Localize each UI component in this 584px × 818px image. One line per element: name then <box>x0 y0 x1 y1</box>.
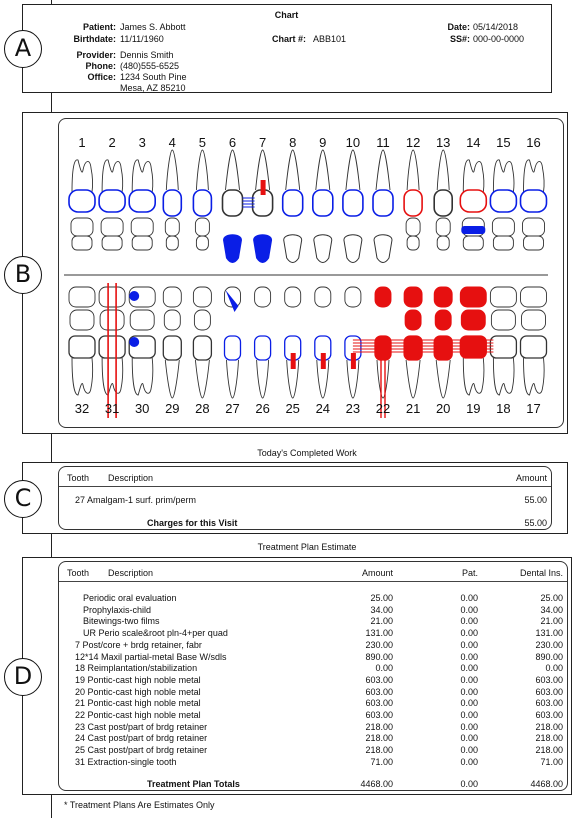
plan-row-insurance: 34.00 <box>540 604 563 615</box>
section-label-d: D <box>4 658 42 696</box>
tooth-root-lower <box>257 360 269 398</box>
chart-title: Chart <box>274 10 299 20</box>
tooth-incisal-upper <box>344 235 362 263</box>
completed-row-amount: 55.00 <box>524 495 547 505</box>
tooth-occlusal-lower <box>130 310 154 330</box>
section-label-b: B <box>4 256 42 294</box>
tooth-root-lower <box>406 360 420 398</box>
tooth-number-upper: 11 <box>376 135 390 150</box>
plan-row-description: 12*14 Maxil partial-metal Base W/sdls <box>75 651 227 662</box>
plan-row-insurance: 230.00 <box>535 639 563 650</box>
tooth-root-lower <box>165 360 179 398</box>
plan-row-insurance: 131.00 <box>535 628 563 639</box>
tooth-incisal-upper <box>314 235 332 263</box>
plan-row-patient: 0.00 <box>460 674 478 685</box>
tooth-number-lower: 25 <box>285 401 300 416</box>
tooth-root-upper <box>166 150 178 190</box>
plan-row-description: 18 Reimplantation/stabilization <box>75 663 198 674</box>
tooth-occlusal-lower <box>434 287 452 307</box>
tooth-number-upper: 1 <box>78 135 86 150</box>
plan-col-amount: Amount <box>361 568 393 578</box>
tooth-number-lower: 22 <box>375 401 391 416</box>
tooth-crown-upper <box>223 190 243 216</box>
tooth-crown-lower <box>521 336 547 358</box>
plan-row-insurance: 890.00 <box>535 651 563 662</box>
plan-row-amount: 21.00 <box>370 616 393 627</box>
completed-header-rule <box>59 486 551 487</box>
plan-row-patient: 0.00 <box>460 733 478 744</box>
plan-col-insurance: Dental Ins. <box>519 568 563 578</box>
completed-row-description: 27 Amalgam-1 surf. prim/perm <box>75 495 197 505</box>
tooth-incisal-upper <box>254 235 272 263</box>
plan-row-amount: 71.00 <box>370 756 393 767</box>
plan-total-insurance: 4468.00 <box>530 779 563 789</box>
plan-row-description: 7 Post/core + brdg retainer, fabr <box>75 639 202 650</box>
tooth-occlusal-lower <box>435 310 451 330</box>
tooth-number-upper: 13 <box>435 135 451 150</box>
tooth-root-lower <box>195 360 209 398</box>
plan-totals-label: Treatment Plan Totals <box>147 779 240 789</box>
tooth-crown-upper <box>373 190 393 216</box>
plan-row-description: 21 Pontic-cast high noble metal <box>75 698 201 709</box>
plan-total-patient: 0.00 <box>460 779 478 789</box>
tooth-root-upper <box>376 150 390 190</box>
tooth-crown-lower <box>460 336 486 358</box>
plan-footnote: * Treatment Plans Are Estimates Only <box>64 800 215 810</box>
plan-row-insurance: 218.00 <box>535 733 563 744</box>
completed-work-box <box>22 462 568 534</box>
tooth-crown-upper <box>69 190 95 212</box>
tooth-number-upper: 12 <box>405 135 421 150</box>
chart-number-label: Chart #: <box>272 34 307 44</box>
tooth-number-upper: 9 <box>319 135 327 150</box>
cast-post-marker <box>291 353 296 369</box>
plan-row-amount: 131.00 <box>365 628 393 639</box>
tooth-number-upper: 10 <box>345 135 361 150</box>
plan-row-insurance: 603.00 <box>535 710 563 720</box>
plan-row-amount: 218.00 <box>365 721 393 732</box>
patient-name: James S. Abbott <box>120 22 186 32</box>
completed-col-description: Description <box>108 473 154 483</box>
tooth-occlusal-upper <box>492 218 514 236</box>
tooth-number-upper: 15 <box>496 135 511 150</box>
plan-col-description: Description <box>108 568 154 578</box>
provider-label: Provider: <box>76 50 116 60</box>
tooth-occlusal-upper <box>101 218 123 236</box>
tooth-root-lower <box>463 358 484 395</box>
tooth-root-lower <box>132 358 153 395</box>
tooth-occlusal-lower <box>375 287 391 307</box>
tooth-occlusal-lower <box>461 310 485 330</box>
tooth-occlusal-upper <box>71 218 93 236</box>
tooth-number-lower: 28 <box>195 401 210 416</box>
tooth-number-upper: 3 <box>138 135 146 150</box>
post-core-marker <box>261 180 266 195</box>
tooth-occlusal-lower <box>315 287 331 307</box>
tooth-occlusal-lower <box>194 310 210 330</box>
plan-row-insurance: 218.00 <box>535 721 563 732</box>
plan-row-description: 25 Cast post/part of brdg retainer <box>75 745 208 756</box>
tooth-root-lower <box>524 358 545 395</box>
date-label: Date: <box>447 22 470 32</box>
tooth-crown-lower <box>99 336 125 358</box>
tooth-incisal-upper <box>374 235 392 263</box>
plan-row-insurance: 71.00 <box>540 756 563 767</box>
phone-value: (480)555-6525 <box>120 61 180 71</box>
tooth-crown-upper <box>193 190 211 216</box>
treatment-plan-heading: Treatment Plan Estimate <box>257 542 357 552</box>
tooth-occlusal-lower <box>69 287 95 307</box>
plan-row-patient: 0.00 <box>460 593 478 603</box>
completed-work-heading: Today's Completed Work <box>257 448 357 458</box>
tooth-crown-lower <box>490 336 516 358</box>
tooth-number-lower: 24 <box>315 401 331 416</box>
plan-row-amount: 603.00 <box>365 674 393 685</box>
plan-row-description: UR Perio scale&root pln-4+per quad <box>83 628 228 639</box>
tooth-occlusal-lower <box>164 310 180 330</box>
tooth-number-lower: 20 <box>435 401 451 416</box>
plan-header-rule <box>59 581 567 582</box>
plan-row-description: Periodic oral evaluation <box>83 593 177 603</box>
tooth-occlusal-upper <box>102 236 122 250</box>
tooth-occlusal-lower <box>404 287 422 307</box>
tooth-root-lower <box>102 358 123 395</box>
tooth-number-lower: 26 <box>255 401 270 416</box>
tooth-root-upper <box>437 150 449 190</box>
patient-label: Patient: <box>82 22 116 32</box>
section-label-a: A <box>4 30 42 68</box>
tooth-occlusal-lower <box>163 287 181 307</box>
tooth-root-upper <box>286 150 300 190</box>
plan-row-description: 19 Pontic-cast high noble metal <box>75 674 201 685</box>
tooth-occlusal-lower <box>99 287 125 307</box>
tooth-root-upper <box>493 160 514 192</box>
plan-row-amount: 603.00 <box>365 710 393 720</box>
tooth-occlusal-lower <box>522 310 546 330</box>
tooth-root-upper <box>132 160 153 192</box>
tooth-crown-upper <box>404 190 422 216</box>
tooth-crown-upper <box>283 190 303 216</box>
tooth-occlusal-upper <box>195 218 209 236</box>
office-label: Office: <box>87 72 116 82</box>
plan-row-patient: 0.00 <box>460 721 478 732</box>
birthdate-value: 11/11/1960 <box>120 34 164 44</box>
tooth-number-lower: 31 <box>104 401 120 416</box>
tooth-occlusal-upper <box>437 236 449 250</box>
chart-number-value: ABB101 <box>313 34 347 44</box>
plan-row-patient: 0.00 <box>460 651 478 662</box>
plan-row-patient: 0.00 <box>460 616 478 627</box>
tooth-crown-lower <box>225 336 241 360</box>
tooth-root-upper <box>346 150 360 190</box>
tooth-occlusal-lower <box>490 287 516 307</box>
plan-row-amount: 603.00 <box>365 698 393 709</box>
tooth-root-upper <box>72 160 93 192</box>
tooth-occlusal-upper <box>196 236 208 250</box>
office-address-line2: Mesa, AZ 85210 <box>120 83 186 93</box>
plan-row-amount: 0.00 <box>375 663 393 674</box>
plan-row-patient: 0.00 <box>460 663 478 674</box>
plan-row-description: 24 Cast post/part of brdg retainer <box>75 733 208 744</box>
tooth-crown-lower <box>69 336 95 358</box>
plan-row-insurance: 25.00 <box>540 593 563 603</box>
tooth-number-lower: 23 <box>345 401 361 416</box>
tooth-crown-lower <box>193 336 211 360</box>
tooth-root-lower <box>493 358 514 395</box>
tooth-occlusal-upper <box>436 218 450 236</box>
tooth-occlusal-lower <box>255 287 271 307</box>
tooth-number-lower: 30 <box>134 401 150 416</box>
tooth-occlusal-lower <box>521 287 547 307</box>
tooth-number-lower: 27 <box>225 401 240 416</box>
tooth-occlusal-upper <box>463 236 483 250</box>
tooth-root-upper <box>463 160 484 192</box>
tooth-crown-upper <box>434 190 452 216</box>
tooth-crown-upper <box>343 190 363 216</box>
tooth-number-upper: 7 <box>258 135 267 150</box>
tooth-number-upper: 14 <box>466 135 481 150</box>
tooth-incisal-upper <box>284 235 302 263</box>
tooth-occlusal-upper <box>524 236 544 250</box>
tooth-incisal-upper <box>224 235 242 263</box>
plan-row-amount: 890.00 <box>365 651 393 662</box>
tooth-crown-upper <box>99 190 125 212</box>
visit-charges-total: 55.00 <box>524 518 547 528</box>
treatment-plan-box <box>22 557 572 795</box>
plan-total-amount: 4468.00 <box>360 779 393 789</box>
tooth-number-upper: 4 <box>168 135 176 150</box>
tooth-number-lower: 18 <box>496 401 511 416</box>
tooth-number-lower: 32 <box>74 401 90 416</box>
plan-row-description: Bitewings-two films <box>83 616 160 627</box>
tooth-root-upper <box>524 160 545 192</box>
tooth-occlusal-lower <box>491 310 515 330</box>
plan-row-amount: 218.00 <box>365 745 393 756</box>
plan-row-patient: 0.00 <box>460 686 478 697</box>
completed-col-tooth: Tooth <box>67 473 90 483</box>
tooth-root-upper <box>407 150 419 190</box>
tooth-number-upper: 6 <box>228 135 237 150</box>
plan-row-description: Prophylaxis-child <box>83 604 152 615</box>
cast-post-marker <box>321 353 326 369</box>
tooth-number-lower: 21 <box>405 401 421 416</box>
tooth-occlusal-upper <box>165 218 179 236</box>
plan-row-amount: 603.00 <box>365 686 393 697</box>
plan-row-description: 20 Pontic-cast high noble metal <box>75 686 201 697</box>
visit-charges-label: Charges for this Visit <box>147 518 238 528</box>
plan-col-patient: Pat. <box>461 568 478 578</box>
plan-row-patient: 0.00 <box>460 710 478 720</box>
tooth-number-upper: 5 <box>198 135 206 150</box>
provider-name: Dennis Smith <box>120 50 174 60</box>
plan-row-insurance: 603.00 <box>535 686 563 697</box>
plan-row-insurance: 21.00 <box>540 616 563 627</box>
tooth-occlusal-lower <box>285 287 301 307</box>
ss-label: SS#: <box>449 34 470 44</box>
tooth-root-lower <box>72 358 93 395</box>
cast-post-marker <box>351 353 356 369</box>
plan-row-amount: 230.00 <box>365 639 393 650</box>
tooth-occlusal-lower <box>70 310 94 330</box>
filling-marker <box>129 291 139 301</box>
tooth-occlusal-lower <box>345 287 361 307</box>
tooth-crown-upper <box>163 190 181 216</box>
office-address-line1: 1234 South Pine <box>120 72 187 82</box>
birthdate-label: Birthdate: <box>73 34 116 44</box>
tooth-crown-upper <box>129 190 155 212</box>
tooth-occlusal-upper <box>407 236 419 250</box>
tooth-root-lower <box>227 360 239 398</box>
tooth-number-lower: 19 <box>466 401 481 416</box>
date-value: 05/14/2018 <box>473 22 519 32</box>
plan-row-amount: 218.00 <box>365 733 393 744</box>
tooth-occlusal-lower <box>460 287 486 307</box>
tooth-crown-lower <box>255 336 271 360</box>
tooth-occlusal-upper <box>523 218 545 236</box>
plan-row-patient: 0.00 <box>460 628 478 639</box>
plan-row-insurance: 603.00 <box>535 674 563 685</box>
tooth-root-upper <box>316 150 330 190</box>
tooth-occlusal-lower <box>193 287 211 307</box>
plan-row-patient: 0.00 <box>460 604 478 615</box>
plan-row-patient: 0.00 <box>460 639 478 650</box>
filling-marker <box>129 337 139 347</box>
tooth-number-lower: 29 <box>165 401 180 416</box>
plan-row-amount: 25.00 <box>370 593 393 603</box>
tooth-occlusal-upper <box>406 218 420 236</box>
tooth-occlusal-upper <box>132 236 152 250</box>
plan-row-patient: 0.00 <box>460 745 478 756</box>
plan-row-description: 23 Cast post/part of brdg retainer <box>75 721 208 732</box>
tooth-occlusal-lower <box>100 310 124 330</box>
tooth-occlusal-upper <box>493 236 513 250</box>
plan-row-patient: 0.00 <box>460 698 478 709</box>
tooth-occlusal-upper <box>72 236 92 250</box>
tooth-root-lower <box>436 360 450 398</box>
completed-col-amount: Amount <box>515 473 547 483</box>
tooth-number-upper: 16 <box>526 135 541 150</box>
section-label-c: C <box>4 480 42 518</box>
plan-row-insurance: 218.00 <box>535 745 563 756</box>
tooth-root-lower <box>377 360 389 398</box>
plan-row-insurance: 0.00 <box>545 663 563 674</box>
tooth-occlusal-lower <box>405 310 421 330</box>
ss-value: 000-00-0000 <box>473 34 525 44</box>
tooth-root-upper <box>102 160 123 192</box>
plan-row-amount: 34.00 <box>370 604 393 615</box>
tooth-number-upper: 8 <box>289 135 297 150</box>
plan-row-description: 22 Pontic-cast high noble metal <box>75 710 201 720</box>
plan-row-description: 31 Extraction-single tooth <box>75 756 177 767</box>
plan-row-patient: 0.00 <box>460 756 478 767</box>
tooth-number-lower: 17 <box>526 401 541 416</box>
tooth-crown-lower <box>163 336 181 360</box>
tooth-crown-upper <box>490 190 516 212</box>
tooth-crown-upper <box>313 190 333 216</box>
tooth-root-upper <box>226 150 240 190</box>
tooth-occlusal-upper <box>131 218 153 236</box>
tooth-occlusal-upper <box>166 236 178 250</box>
tooth-number-upper: 2 <box>108 135 116 150</box>
tooth-crown-upper <box>521 190 547 212</box>
phone-label: Phone: <box>85 61 116 71</box>
tooth-crown-upper <box>460 190 486 212</box>
partial-denture-connector <box>461 226 485 234</box>
tooth-root-upper <box>196 150 208 190</box>
plan-col-tooth: Tooth <box>67 568 90 578</box>
plan-row-insurance: 603.00 <box>535 698 563 709</box>
